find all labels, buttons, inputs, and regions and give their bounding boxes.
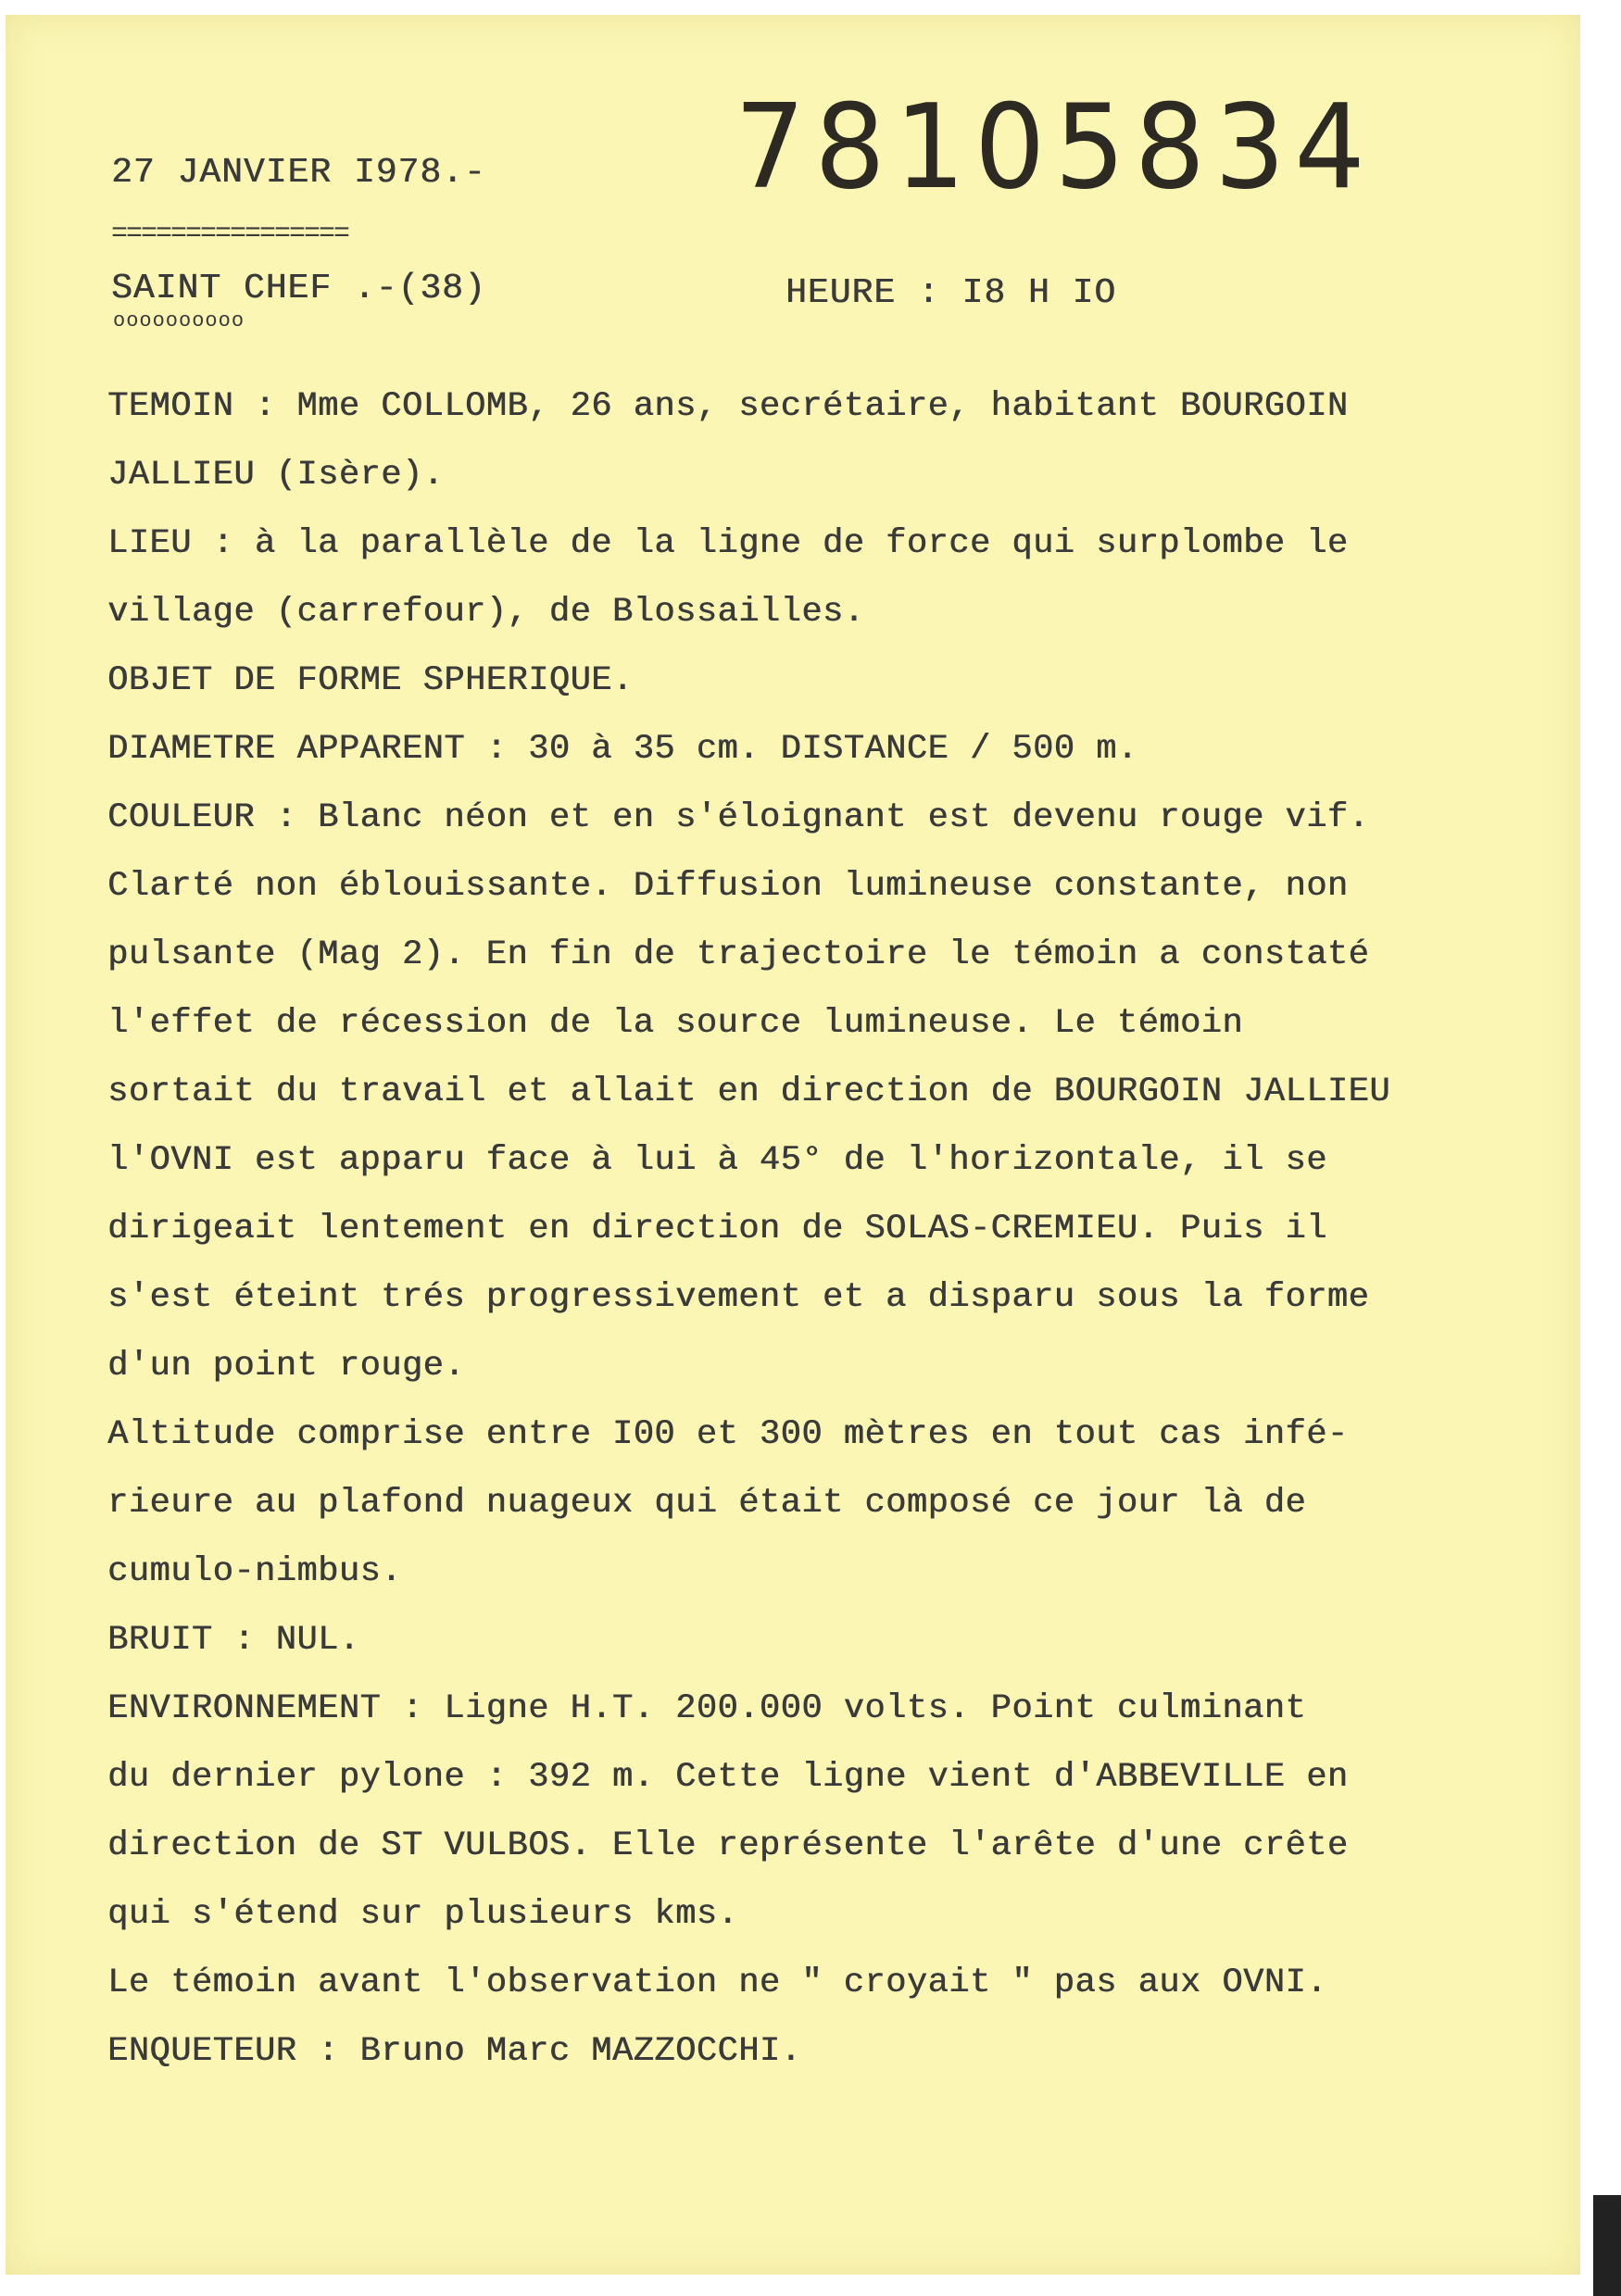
report-date: 27 JANVIER I978.- (111, 153, 486, 193)
body-line: Altitude comprise entre I00 et 300 mètres en tout cas infé- (107, 1415, 1349, 1454)
body-line: JALLIEU (Isère). (107, 456, 445, 495)
body-line: ENVIRONNEMENT : Ligne H.T. 200.000 volts. Point culminant (107, 1689, 1307, 1728)
body-line: DIAMETRE APPARENT : 30 à 35 cm. DISTANCE / 500 m. (107, 730, 1138, 769)
report-place: SAINT CHEF .-(38) (111, 269, 486, 308)
body-line: BRUIT : NUL. (107, 1621, 360, 1660)
body-line: l'effet de récession de la source lumineuse. Le témoin (107, 1004, 1243, 1043)
body-line: Clarté non éblouissante. Diffusion lumineuse constante, non (107, 867, 1349, 906)
investigator-line: ENQUETEUR : Bruno Marc MAZZOCCHI. (107, 2032, 802, 2071)
body-line: pulsante (Mag 2). En fin de trajectoire le témoin a constaté (107, 935, 1370, 974)
body-line: sortait du travail et allait en direction de BOURGOIN JALLIEU (107, 1073, 1390, 1111)
body-line: direction de ST VULBOS. Elle représente l'arête d'une crête (107, 1826, 1349, 1865)
body-line: COULEUR : Blanc néon et en s'éloignant est devenu rouge vif. (107, 798, 1370, 837)
body-line: l'OVNI est apparu face à lui à 45° de l'horizontale, il se (107, 1141, 1327, 1180)
scan-edge-shadow (1593, 2195, 1621, 2296)
body-line: LIEU : à la parallèle de la ligne de force qui surplombe le (107, 524, 1349, 563)
date-underline: ================ (111, 219, 349, 250)
body-line: d'un point rouge. (107, 1347, 465, 1386)
report-time: HEURE : I8 H IO (785, 273, 1117, 313)
body-line: village (carrefour), de Blossailles. (107, 593, 865, 632)
body-line: Le témoin avant l'observation ne " croyait " pas aux OVNI. (107, 1964, 1327, 2002)
body-line: rieure au plafond nuageux qui était composé ce jour là de (107, 1484, 1307, 1523)
place-dots: oooooooooo (113, 309, 245, 332)
body-line: cumulo-nimbus. (107, 1552, 402, 1591)
stamp-number: 78105834 (735, 80, 1375, 216)
body-line: s'est éteint trés progressivement et a disparu sous la forme (107, 1278, 1370, 1317)
body-line: qui s'étend sur plusieurs kms. (107, 1895, 739, 1934)
body-line: dirigeait lentement en direction de SOLAS-CREMIEU. Puis il (107, 1210, 1327, 1248)
body-line: OBJET DE FORME SPHERIQUE. (107, 661, 634, 700)
body-line: du dernier pylone : 392 m. Cette ligne vient d'ABBEVILLE en (107, 1758, 1349, 1797)
body-line: TEMOIN : Mme COLLOMB, 26 ans, secrétaire, habitant BOURGOIN (107, 387, 1349, 426)
